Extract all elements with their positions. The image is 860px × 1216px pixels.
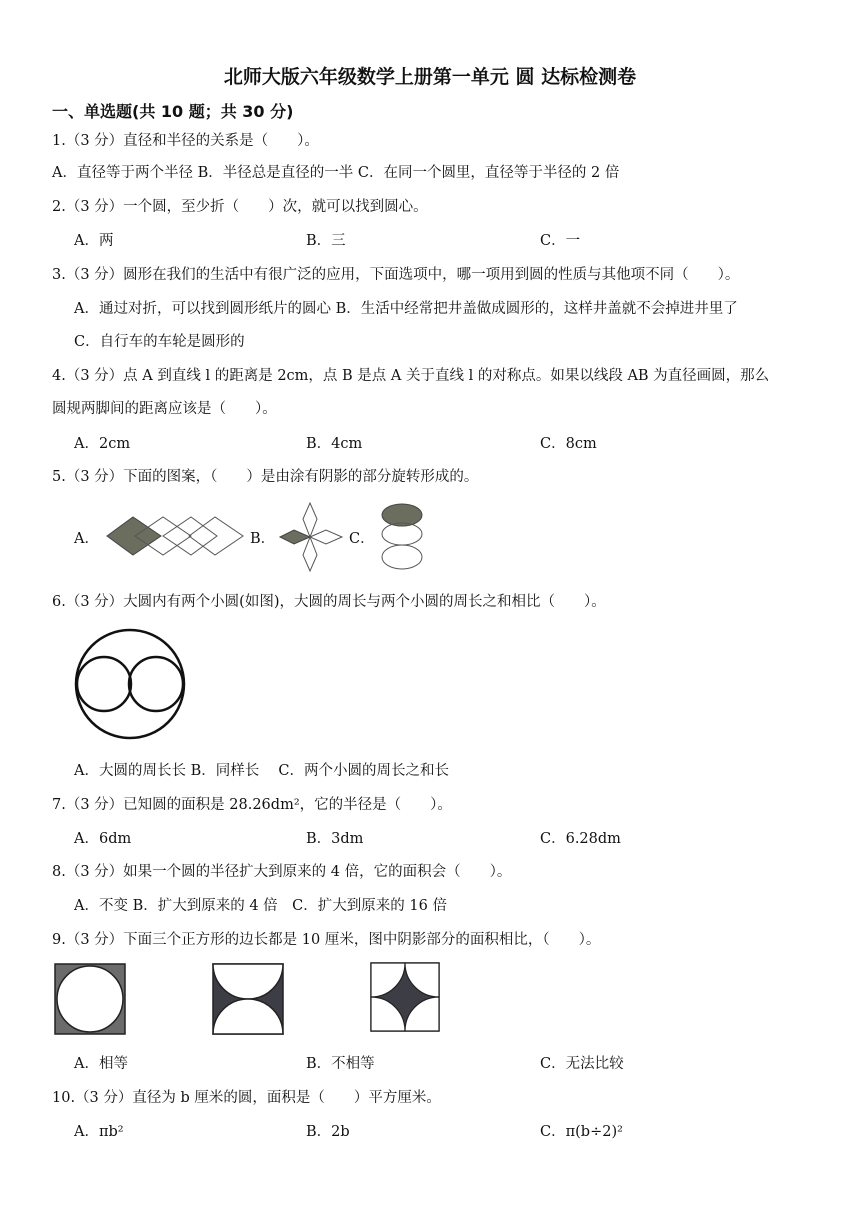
question-10-option-c: C．π(b÷2)² (540, 1124, 623, 1140)
question-2-option-c: C．一 (540, 233, 581, 249)
rotated-petals-figure (276, 500, 346, 574)
question-7-option-b: B．3dm (306, 831, 364, 847)
question-9-option-a: A．相等 (74, 1056, 128, 1072)
circles-in-circle-figure (72, 626, 190, 742)
question-9-option-b: B．不相等 (306, 1056, 375, 1072)
question-4-option-a: A．2cm (74, 436, 131, 452)
question-10-stem: 10.（3 分）直径为 b 厘米的圆，面积是（ ）平方厘米。 (52, 1090, 441, 1106)
question-5-stem: 5.（3 分）下面的图案，（ ）是由涂有阴影的部分旋转形成的。 (52, 469, 479, 485)
square-with-semicircles-figure (212, 963, 284, 1035)
question-4-option-c: C．8cm (540, 436, 597, 452)
question-5-option-b: B． (250, 531, 276, 547)
question-7-stem: 7.（3 分）已知圆的面积是 28.26dm²，它的半径是（ ）。 (52, 797, 452, 813)
rhombus-chain-figure (105, 513, 245, 559)
question-5-option-a: A． (74, 531, 99, 547)
stacked-ellipses-figure (378, 500, 426, 574)
section-heading: 一、单选题(共 10 题；共 30 分) (52, 102, 294, 121)
question-3-stem: 3.（3 分）圆形在我们的生活中有很广泛的应用，下面选项中，哪一项用到圆的性质与其他项不同（ ）。 (52, 267, 740, 283)
question-2-option-a: A．两 (74, 233, 114, 249)
square-with-inscribed-circle-figure (54, 963, 126, 1035)
question-2-option-b: B．三 (306, 233, 346, 249)
question-4-stem-continued: 圆规两脚间的距离应该是（ ）。 (52, 401, 277, 417)
question-1-stem: 1.（3 分）直径和半径的关系是（ ）。 (52, 133, 319, 149)
question-7-option-a: A．6dm (74, 831, 132, 847)
question-10-option-a: A．πb² (74, 1124, 124, 1140)
page-title: 北师大版六年级数学上册第一单元 圆 达标检测卷 (223, 66, 637, 88)
question-4-option-b: B．4cm (306, 436, 363, 452)
question-10-option-b: B．2b (306, 1124, 350, 1140)
question-8-options: A．不变 B．扩大到原来的 4 倍 C．扩大到原来的 16 倍 (74, 898, 447, 914)
question-5-option-c: C． (349, 531, 375, 547)
question-4-stem: 4.（3 分）点 A 到直线 l 的距离是 2cm，点 B 是点 A 关于直线 l 的对称点。如果以线段 AB 为直径画圆，那么 (52, 368, 770, 384)
question-3-options-line1: A．通过对折，可以找到圆形纸片的圆心 B．生活中经常把井盖做成圆形的，这样井盖就不会掉进井里了 (74, 301, 738, 317)
question-6-options: A．大圆的周长长 B．同样长 C．两个小圆的周长之和长 (74, 763, 449, 779)
square-with-quarter-circles-figure (370, 962, 440, 1032)
question-9-stem: 9.（3 分）下面三个正方形的边长都是 10 厘米，图中阴影部分的面积相比，（ ）。 (52, 932, 601, 948)
question-3-options-line2: C．自行车的车轮是圆形的 (74, 334, 245, 350)
question-8-stem: 8.（3 分）如果一个圆的半径扩大到原来的 4 倍，它的面积会（ ）。 (52, 864, 512, 880)
question-9-option-c: C．无法比较 (540, 1056, 624, 1072)
question-7-option-c: C．6.28dm (540, 831, 621, 847)
question-1-options: A．直径等于两个半径 B．半径总是直径的一半 C．在同一个圆里，直径等于半径的 2 倍 (52, 165, 620, 181)
question-6-stem: 6.（3 分）大圆内有两个小圆(如图)，大圆的周长与两个小圆的周长之和相比（ ）。 (52, 594, 606, 610)
question-2-stem: 2.（3 分）一个圆，至少折（ ）次，就可以找到圆心。 (52, 199, 428, 215)
